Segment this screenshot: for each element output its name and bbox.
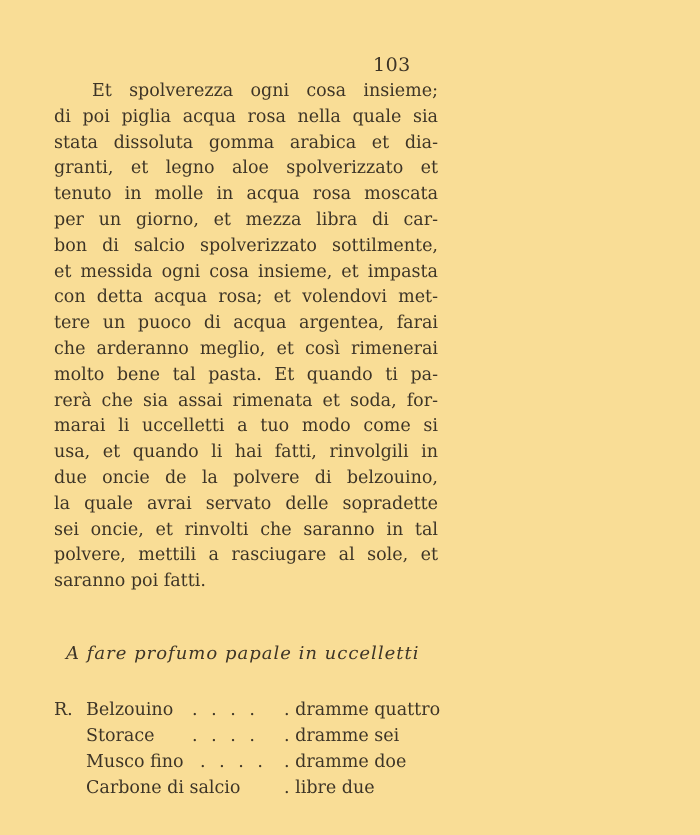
- ingredient-dose: . dramme quattro: [284, 700, 441, 720]
- recipe-title: A fare profumo papale in uccelletti: [66, 643, 420, 664]
- ingredient-name: Storace: [86, 726, 155, 746]
- text-line: stata dissoluta gomma arabica et dia-: [54, 132, 438, 153]
- text-line: per un giorno, et mezza libra di car-: [54, 209, 438, 230]
- text-line: con detta acqua rosa; et volendovi met-: [54, 287, 438, 308]
- text-line: due oncie de la polvere di belzouino,: [54, 467, 438, 488]
- text-line: rerà che sia assai rimenata et soda, for-: [54, 390, 438, 411]
- ingredient-name: Carbone di salcio: [86, 778, 241, 798]
- text-line: Et spolverezza ogni cosa insieme;: [92, 81, 438, 101]
- leader-dots: . . . .: [192, 700, 259, 720]
- text-line: tere un puoco di acqua argentea, farai: [54, 313, 438, 334]
- ingredient-dose: . dramme doe: [284, 752, 407, 772]
- text-line: marai li uccelletti a tuo modo come si: [54, 416, 438, 437]
- text-line: molto bene tal pasta. Et quando ti pa-: [54, 364, 438, 385]
- recipe-marker: R.: [54, 700, 73, 720]
- text-line: la quale avrai servato delle sopradette: [54, 493, 438, 514]
- text-line: usa, et quando li hai fatti, rinvolgili in: [54, 442, 438, 463]
- leader-dots: . . . .: [192, 726, 259, 746]
- leader-dots: . . . .: [200, 752, 267, 772]
- text-line: polvere, mettili a rasciugare al sole, et: [54, 545, 438, 566]
- text-line: che arderanno meglio, et così rimenerai: [54, 338, 438, 359]
- page-number: 103: [373, 54, 411, 76]
- text-line: granti, et legno aloe spolverizzato et: [54, 158, 438, 179]
- text-line: bon di salcio spolverizzato sottilmente,: [54, 235, 438, 256]
- text-line: di poi piglia acqua rosa nella quale sia: [54, 106, 438, 127]
- text-line: tenuto in molle in acqua rosa moscata: [54, 184, 438, 205]
- paragraph: [54, 79, 438, 595]
- ingredient-dose: . libre due: [284, 778, 375, 798]
- text-line: sei oncie, et rinvolti che saranno in tal: [54, 519, 438, 540]
- text-line: saranno poi fatti.: [54, 571, 206, 592]
- ingredient-dose: . dramme sei: [284, 726, 400, 746]
- ingredient-name: Musco fino: [86, 752, 184, 772]
- text-line: et messida ogni cosa insieme, et impasta: [54, 261, 438, 282]
- ingredient-name: Belzouino: [86, 700, 174, 720]
